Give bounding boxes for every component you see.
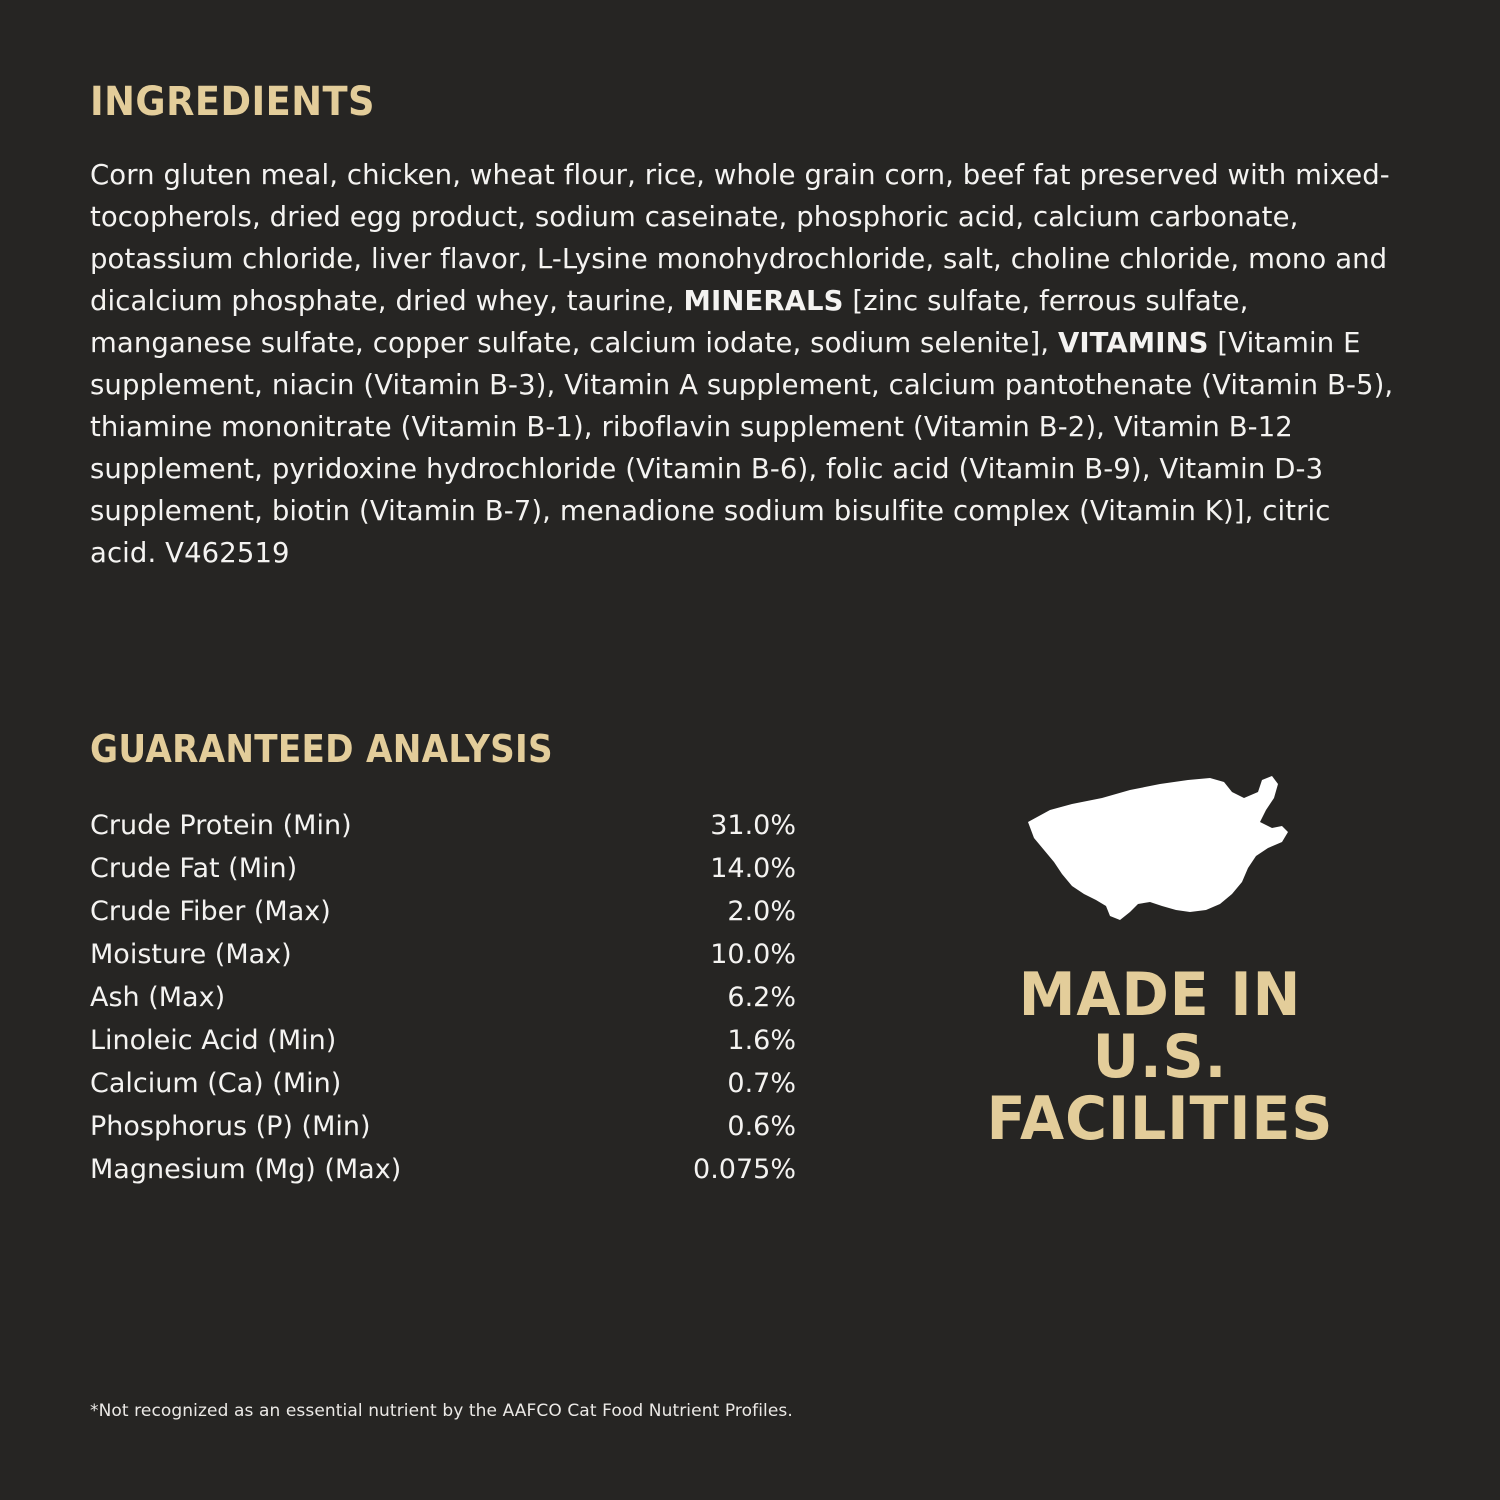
analysis-label: Ash (Max) — [90, 982, 226, 1013]
analysis-value: 10.0% — [710, 939, 796, 970]
analysis-value: 0.6% — [727, 1111, 796, 1142]
table-row — [90, 1019, 796, 1062]
table-row — [90, 847, 796, 890]
badge-line-2: U.S. — [1092, 1022, 1228, 1092]
analysis-value: 2.0% — [727, 896, 796, 927]
analysis-value: 6.2% — [727, 982, 796, 1013]
ingredients-text-part-1: Corn gluten meal, chicken, wheat flour, rice, whole grain corn, beef fat preserved with mixed-tocopherols, dried egg product, sodium caseinate, phosphoric acid, calcium carbonate, potassium chloride, liver flavor, L-Lysine monohydrochloride, salt, choline chloride, mono and dicalcium phosphate, dried whey, taurine, — [90, 159, 1390, 317]
analysis-label: Phosphorus (P) (Min) — [90, 1111, 371, 1142]
ingredients-heading: INGREDIENTS — [90, 79, 376, 125]
ingredients-text-part-2: [zinc sulfate, ferrous sulfate, manganese sulfate, copper sulfate, calcium iodate, sodium selenite], — [90, 285, 1249, 359]
badge-line-1: MADE IN — [1018, 960, 1302, 1030]
guaranteed-analysis-heading: GUARANTEED ANALYSIS — [90, 727, 553, 771]
table-row — [90, 1148, 796, 1191]
ingredients-text-part-3: [Vitamin E supplement, niacin (Vitamin B-3), Vitamin A supplement, calcium pantothenate (Vitamin B-5), thiamine mononitrate (Vitamin B-1), riboflavin supplement (Vitamin B-2), Vitamin B-12 supplement, pyridoxine hydrochloride (Vitamin B-6), folic acid (Vitamin B-9), Vitamin D-3 supplement, biotin (Vitamin B-7), menadione sodium bisulfite complex (Vitamin K)], citric acid. V462519 — [90, 327, 1394, 569]
analysis-value: 1.6% — [727, 1025, 796, 1056]
analysis-label: Moisture (Max) — [90, 939, 292, 970]
guaranteed-analysis-section — [90, 727, 810, 1191]
analysis-label: Crude Fiber (Max) — [90, 896, 331, 927]
ingredients-section — [90, 79, 1400, 602]
usa-map-icon — [1010, 770, 1310, 950]
vitamins-label: VITAMINS — [1057, 327, 1209, 359]
table-row — [90, 804, 796, 847]
analysis-label: Crude Fat (Min) — [90, 853, 298, 884]
minerals-label: MINERALS — [683, 285, 844, 317]
analysis-label: Crude Protein (Min) — [90, 810, 352, 841]
table-row — [90, 890, 796, 933]
footnote: *Not recognized as an essential nutrient by the AAFCO Cat Food Nutrient Profiles. — [90, 1401, 793, 1421]
guaranteed-analysis-table — [90, 804, 796, 1191]
analysis-label: Calcium (Ca) (Min) — [90, 1068, 342, 1099]
table-row — [90, 933, 796, 976]
badge-line-3: FACILITIES — [986, 1084, 1334, 1154]
table-row — [90, 1105, 796, 1148]
analysis-value: 31.0% — [710, 810, 796, 841]
analysis-label: Magnesium (Mg) (Max) — [90, 1154, 402, 1185]
ingredients-text — [90, 154, 1400, 574]
analysis-value: 0.075% — [693, 1154, 796, 1185]
analysis-value: 0.7% — [727, 1068, 796, 1099]
analysis-value: 14.0% — [710, 853, 796, 884]
table-row — [90, 1062, 796, 1105]
table-row — [90, 976, 796, 1019]
made-in-us-badge — [960, 770, 1360, 1154]
analysis-label: Linoleic Acid (Min) — [90, 1025, 337, 1056]
